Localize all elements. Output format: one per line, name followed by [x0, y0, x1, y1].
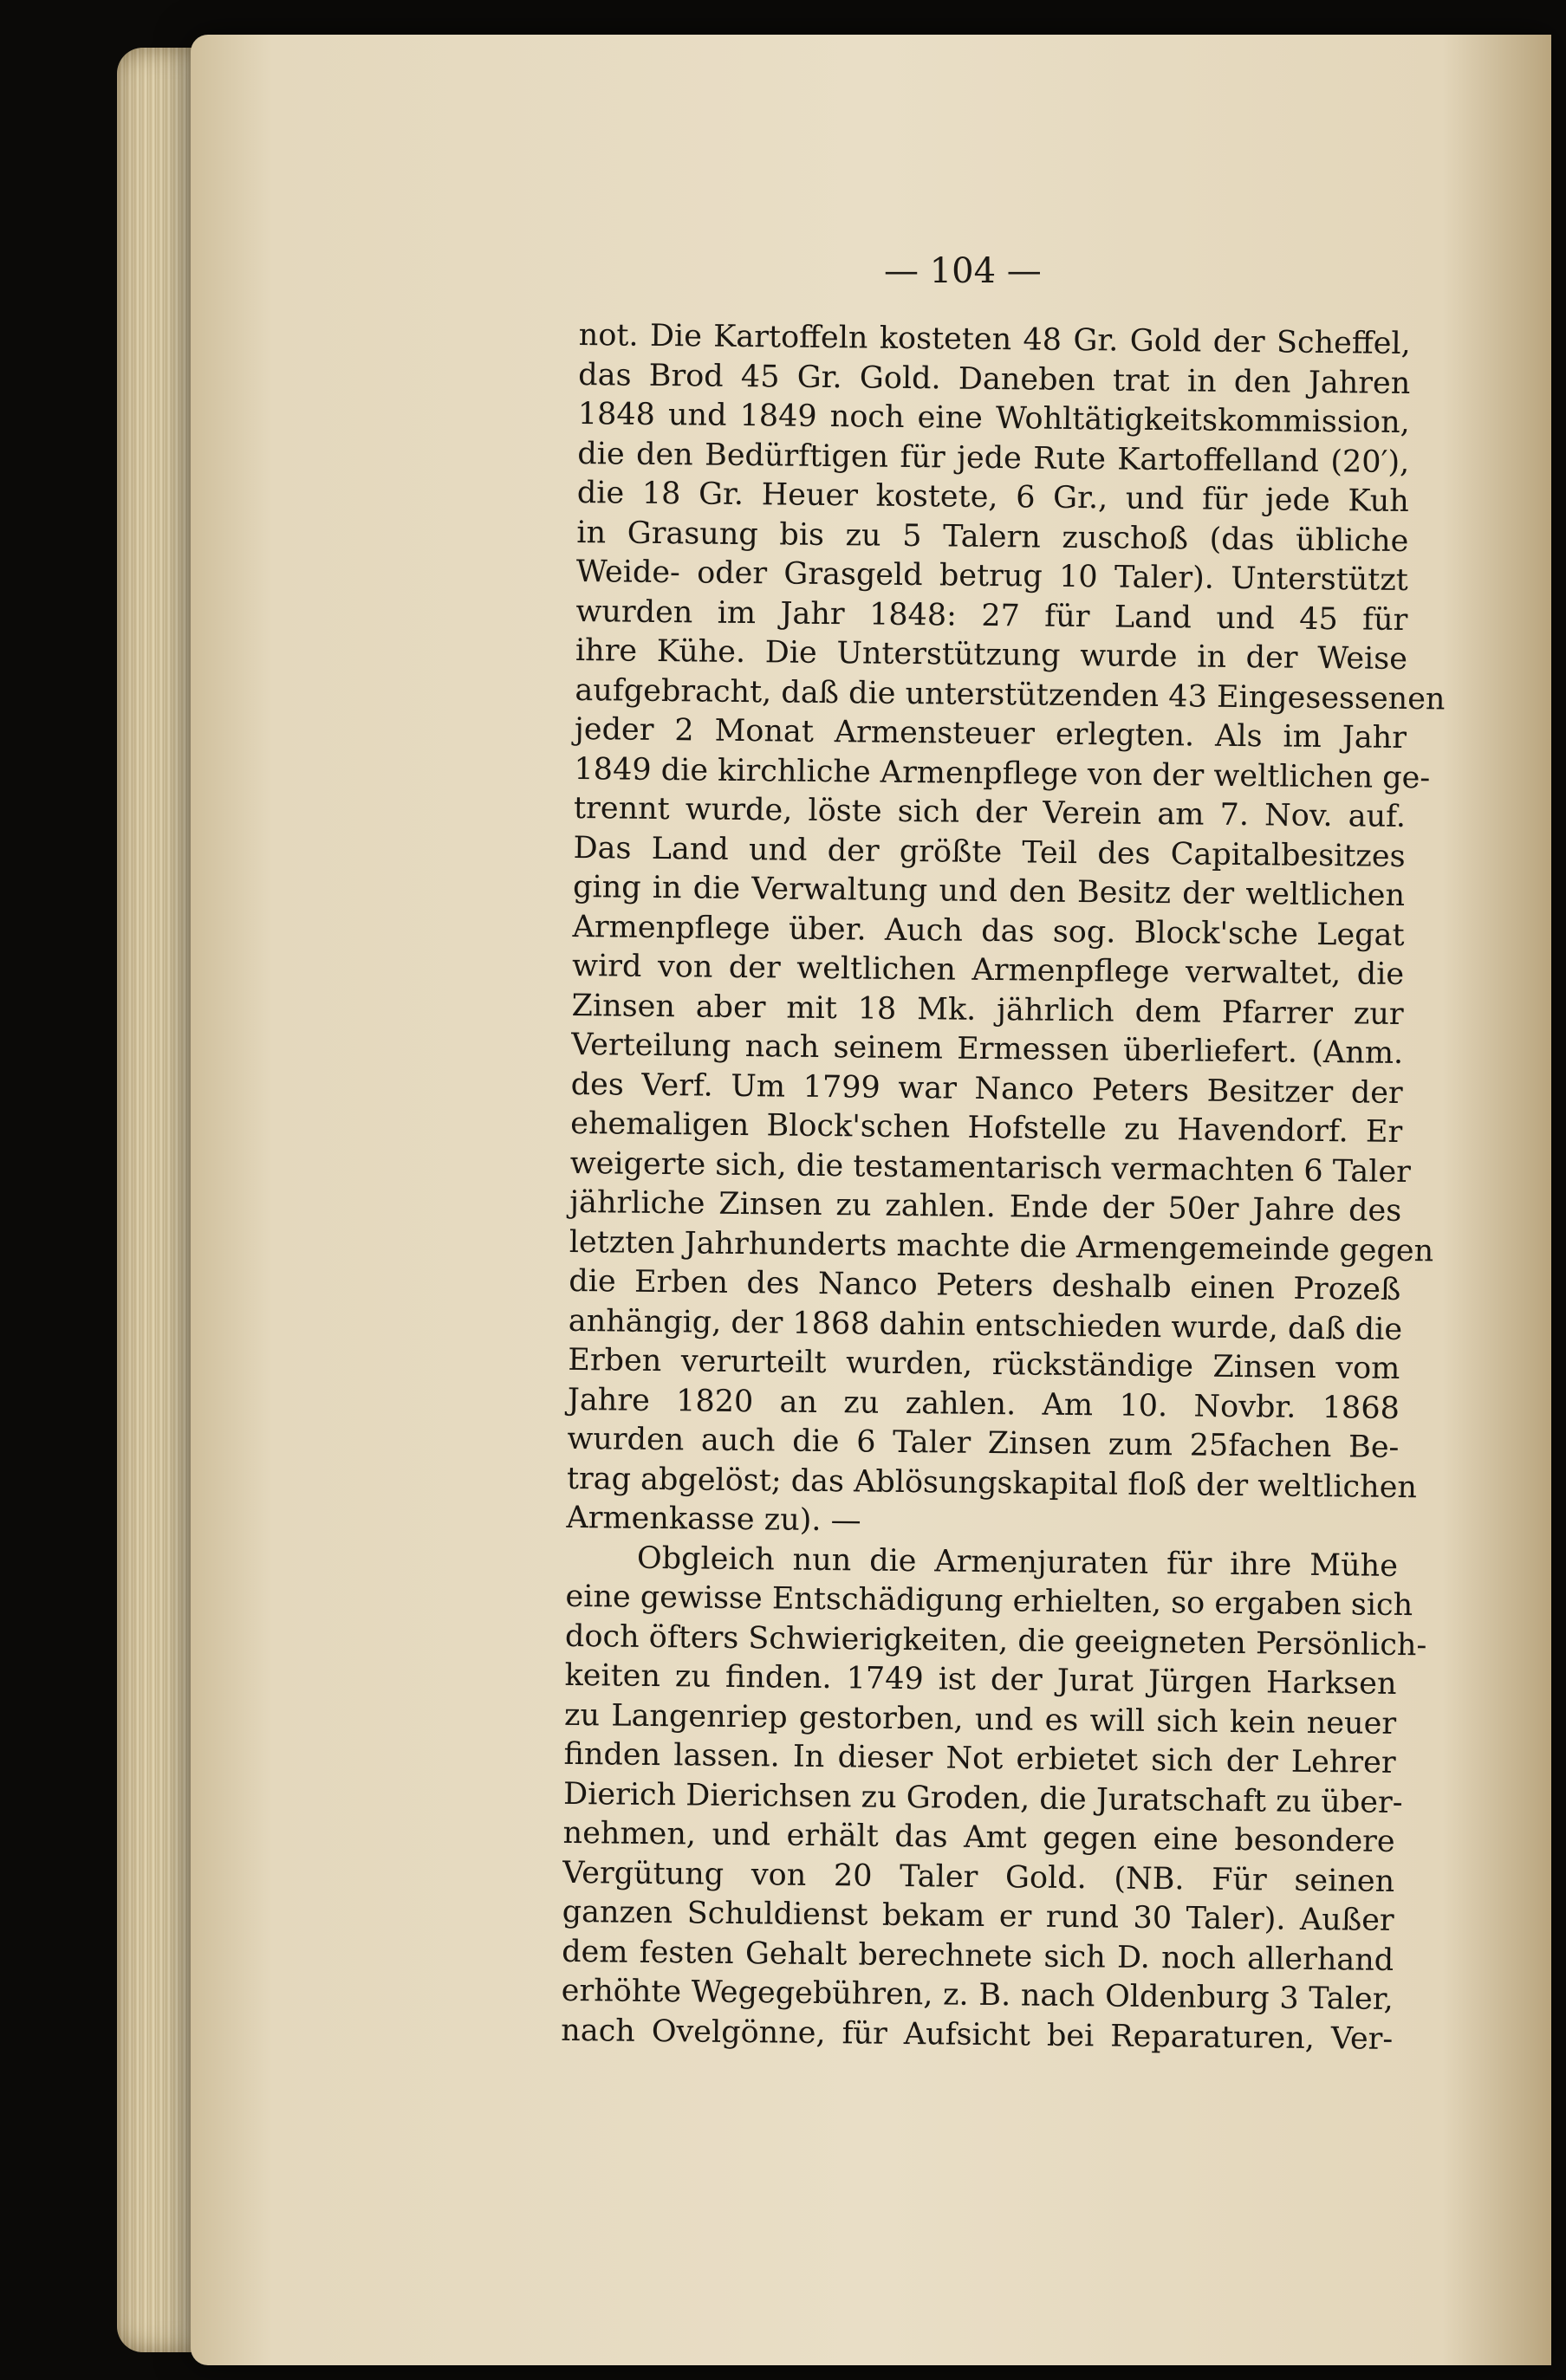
text-line: ging in die Verwaltung und den Besitz der weltlichen	[572, 869, 1406, 914]
text-line: nehmen, und erhält das Amt gegen eine besondere	[562, 1815, 1395, 1859]
page-number: — 104 —	[884, 251, 1042, 291]
text-line: erhöhte Wegegebühren, z. B. nach Oldenburg 3 Taler,	[561, 1973, 1394, 2017]
text-line: eine gewisse Entschädigung erhielten, so ergaben sich	[565, 1579, 1413, 1624]
text-line: dem festen Gehalt berechnete sich D. noch allerhand	[562, 1934, 1394, 1978]
text-line: wurden auch die 6 Taler Zinsen zum 25fachen Be-	[567, 1421, 1400, 1465]
text-line: jeder 2 Monat Armensteuer erlegten. Als im Jahr	[574, 711, 1407, 756]
text-line: Zinsen aber mit 18 Mk. jährlich dem Pfarrer zur	[571, 988, 1404, 1032]
text-line: keiten zu finden. 1749 ist der Jurat Jürgen Harksen	[564, 1657, 1397, 1702]
text-line: wurden im Jahr 1848: 27 für Land und 45 für	[575, 593, 1408, 638]
text-line: jährliche Zinsen zu zahlen. Ende der 50er Jahre des	[569, 1184, 1402, 1229]
text-line: trag abgelöst; das Ablösungskapital floß der weltlichen	[566, 1461, 1418, 1505]
text-line: Armenkasse zu). —	[566, 1500, 861, 1539]
text-line: Das Land und der größte Teil des Capitalbesitzes	[573, 830, 1406, 874]
text-line: anhängig, der 1868 dahin entschieden wurde, daß die	[568, 1303, 1403, 1347]
text-line: zu Langenriep gestorben, und es will sich kein neuer	[563, 1697, 1397, 1741]
text-line: 1849 die kirchliche Armenpflege von der weltlichen ge-	[574, 751, 1431, 795]
text-line: Armenpflege über. Auch das sog. Block'sche Legat	[572, 909, 1405, 953]
text-line: Erben verurteilt wurden, rückständige Zinsen vom	[568, 1342, 1400, 1386]
body-text	[561, 316, 1446, 2057]
text-line: in Grasung bis zu 5 Talern zuschoß (das übliche	[576, 515, 1409, 559]
text-line: ganzen Schuldienst bekam er rund 30 Taler). Außer	[562, 1894, 1394, 1938]
text-line: Verteilung nach seinem Ermessen überliefert. (Anm.	[570, 1027, 1404, 1072]
text-line: aufgebracht, daß die unterstützenden 43 Eingesessenen	[575, 672, 1446, 717]
text-line: das Brod 45 Gr. Gold. Daneben trat in den Jahren	[578, 357, 1411, 401]
text-line: finden lassen. In dieser Not erbietet sich der Lehrer	[563, 1736, 1396, 1780]
text-line: 1848 und 1849 noch eine Wohltätigkeitskommission,	[577, 396, 1410, 441]
text-line: die den Bedürftigen für jede Rute Kartoffelland (20′),	[577, 436, 1410, 480]
text-line: Weide- oder Grasgeld betrug 10 Taler). Unterstützt	[575, 554, 1409, 599]
text-line: nach Ovelgönne, für Aufsicht bei Reparaturen, Ver-	[561, 2013, 1394, 2057]
text-line: trennt wurde, löste sich der Verein am 7. Nov. auf.	[573, 790, 1407, 835]
text-line: des Verf. Um 1799 war Nanco Peters Besitzer der	[570, 1067, 1403, 1111]
text-line: Dierich Dierichsen zu Groden, die Juratschaft zu über-	[562, 1776, 1403, 1820]
text-line: ehemaligen Block'schen Hofstelle zu Havendorf. Er	[570, 1106, 1403, 1151]
text-line: doch öfters Schwierigkeiten, die geeigneten Persönlich-	[564, 1618, 1427, 1663]
text-line: die 18 Gr. Heuer kostete, 6 Gr., und für jede Kuh	[576, 475, 1410, 520]
text-line: wird von der weltlichen Armenpflege verwaltet, die	[571, 948, 1405, 993]
text-line: ihre Kühe. Die Unterstützung wurde in der Weise	[575, 632, 1408, 678]
text-line: weigerte sich, die testamentarisch vermachten 6 Taler	[569, 1145, 1412, 1190]
text-line: Jahre 1820 an zu zahlen. Am 10. Novbr. 1868	[567, 1382, 1400, 1426]
text-line: Obgleich nun die Armenjuraten für ihre Mühe	[636, 1540, 1399, 1584]
text-line: Vergütung von 20 Taler Gold. (NB. Für seinen	[562, 1855, 1395, 1899]
text-line: letzten Jahrhunderts machte die Armengemeinde gegen	[569, 1224, 1434, 1268]
text-line: not. Die Kartoffeln kosteten 48 Gr. Gold der Scheffel,	[578, 317, 1411, 362]
text-line: die Erben des Nanco Peters deshalb einen Prozeß	[569, 1263, 1401, 1307]
